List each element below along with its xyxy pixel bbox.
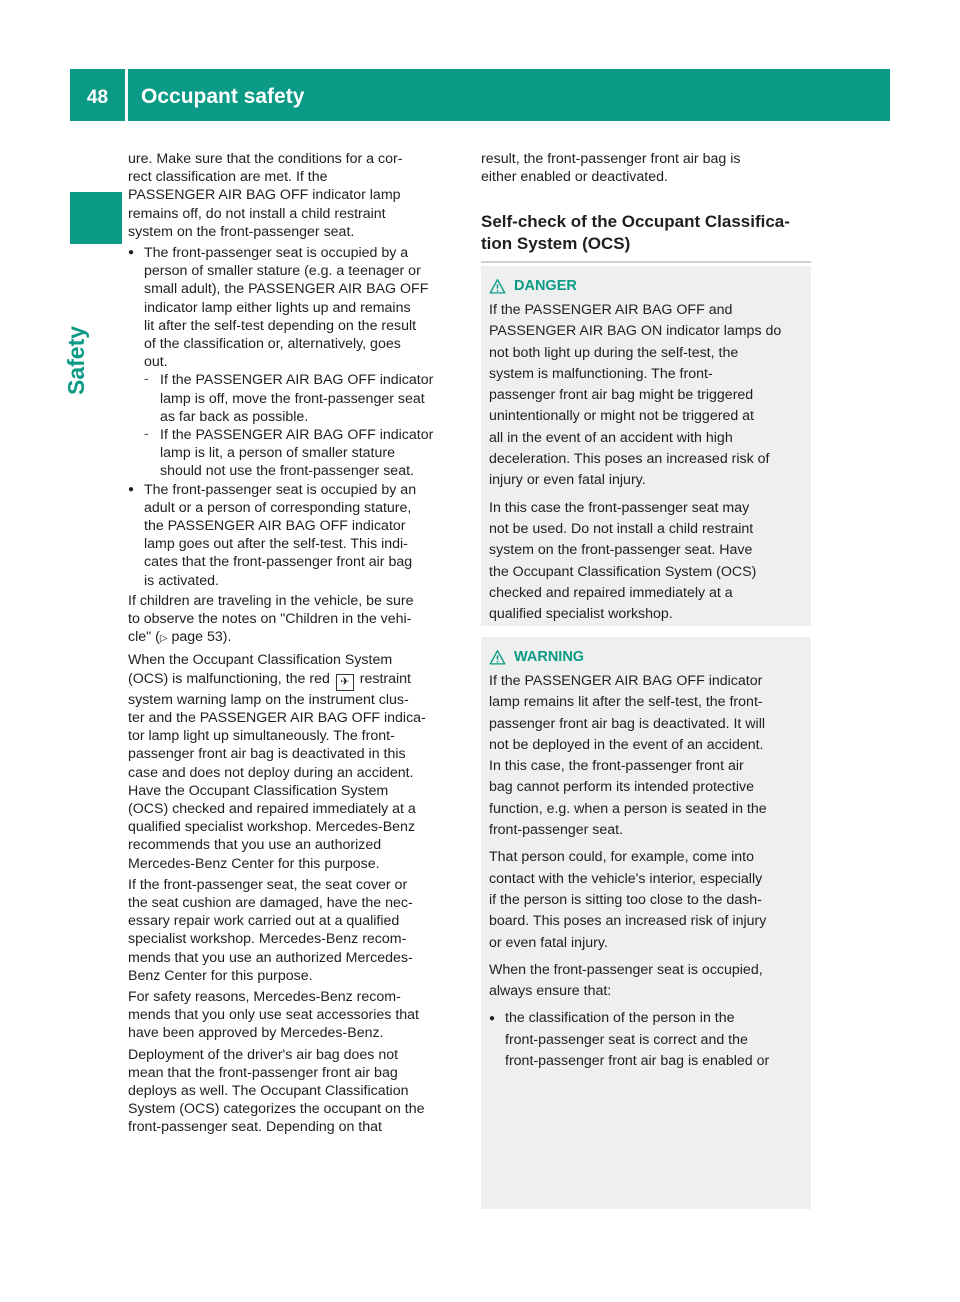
danger-heading <box>489 276 803 296</box>
left-column <box>128 150 460 1140</box>
ocs-text-line: (OCS) is malfunctioning, the red <box>128 670 334 687</box>
bullet-text: The front-passenger seat is occupied by an adult or a person of corresponding stature, the PASSENGER AIR BAG OFF indicator lamp goes out after the self-test. This indi- cates that the front-passenger front air bag is activated. <box>144 481 417 589</box>
bullet-text: The front-passenger seat is occupied by a person of smaller stature (e.g. a teenager or small adult), the PASSENGER AIR BAG OFF indicator lamp either lights up and remains lit after the self-test depending on the result of the classification or, alternatively, goes out. <box>144 245 429 371</box>
right-intro: result, the front-passenger front air bag is either enabled or deactivated. <box>481 151 741 186</box>
bullet-icon: ● <box>128 483 135 495</box>
danger-box <box>481 266 811 626</box>
restraint-warning-icon: ✈ <box>336 674 354 691</box>
dash-text: If the PASSENGER AIR BAG OFF indicator lamp is off, move the front-passenger seat as far back as possible. <box>160 372 434 425</box>
warning-paragraph: When the front-passenger seat is occupied, always ensure that: <box>489 961 763 1000</box>
subsection-heading: Self-check of the Occupant Classifica- tion System (OCS) <box>481 212 790 253</box>
accessories-paragraph: For safety reasons, Mercedes-Benz recom- mends that you only use seat accessories that have been approved by Mercedes-Benz. <box>128 988 420 1042</box>
warning-triangle-icon <box>489 278 506 295</box>
children-paragraph <box>128 592 460 649</box>
ocs-malfunction-paragraph <box>128 651 460 872</box>
warning-label: WARNING <box>514 649 585 665</box>
ocs-text-line: When the Occupant Classification System <box>128 652 393 669</box>
warning-paragraph: That person could, for example, come into contact with the vehicle's interior, especially if the person is sitting too close to the dash- board. This poses an increased risk of injury or even fatal injury. <box>489 849 767 951</box>
warning-paragraph: If the PASSENGER AIR BAG OFF indicator lamp remains lit after the self-test, the front- passenger front air bag is deactivated. It will not be deployed in the event of an accident. In this case, the front-passenger front air bag cannot perform its intended protective function, e.g. when a person is seated in the front-passenger seat. <box>489 673 767 839</box>
children-text: If children are traveling in the vehicle, be sure to observe the notes on "Children in the vehi- <box>128 592 414 628</box>
ocs-text-rest: system warning lamp on the instrument clus- ter and the PASSENGER AIR BAG OFF indica- tor lamp light up simultaneously. The front- passenger front air bag is deactivated in this case and does not deploy during an accident. Have the Occupant Classification System (OCS) checked and repaired immediately at a qualified specialist workshop. Mercedes-Benz recommends that you use an authorized Mercedes-Benz Center for this purpose. <box>128 691 426 872</box>
bullet-text: the classification of the person in the front-passenger seat is correct and the front-passenger front air bag is enabled or <box>505 1010 770 1070</box>
header-divider <box>125 69 128 121</box>
dash-item <box>128 426 460 481</box>
damage-paragraph: If the front-passenger seat, the seat cover or the seat cushion are damaged, have the nec- essary repair work carried out at a qualified specialist workshop. Mercedes-Benz recom- mends that you use an authorized Mercedes- Benz Center for this purpose. <box>128 876 413 984</box>
danger-paragraph: If the PASSENGER AIR BAG OFF and PASSENGER AIR BAG ON indicator lamps do not both light up during the self-test, the system is malfunctioning. The front- passenger front air bag might be triggered unintentionally or might not be triggered at all in the event of an accident with high deceleration. This poses an increased risk of injury or even fatal injury. <box>489 302 782 489</box>
warning-box <box>481 637 811 1209</box>
danger-label: DANGER <box>514 278 577 294</box>
page-ref-link[interactable]: page 53). <box>167 629 232 646</box>
sidebar-label: Safety <box>63 325 89 395</box>
deployment-paragraph: Deployment of the driver's air bag does not mean that the front-passenger front air bag deploys as well. The Occupant Classification System (OCS) categorizes the occupant on the front-passenger seat. Depending on that <box>128 1046 425 1136</box>
sidebar-marker <box>70 192 122 244</box>
bullet-item <box>489 1008 803 1072</box>
bullet-icon: ● <box>128 247 135 259</box>
section-title: Occupant safety <box>141 85 305 108</box>
warning-triangle-icon <box>489 649 506 666</box>
warning-heading <box>489 647 803 667</box>
children-text-tail: cle" ( <box>128 629 160 646</box>
bullet-icon: ● <box>489 1013 496 1025</box>
dash-text: If the PASSENGER AIR BAG OFF indicator lamp is lit, a person of smaller stature should not use the front-passenger seat. <box>160 427 434 480</box>
bullet-item <box>128 244 460 371</box>
dash-icon: - <box>144 371 149 388</box>
heading-rule <box>481 261 811 263</box>
page-ref-arrow-icon: ▷ <box>159 633 168 645</box>
intro-paragraph: ure. Make sure that the conditions for a cor- rect classification are met. If the PASSENGER AIR BAG OFF indicator lamp remains off, do not install a child restraint system on the front-passenger seat. <box>128 151 403 240</box>
dash-icon: - <box>144 426 149 443</box>
ocs-text-line: restraint <box>355 670 412 687</box>
bullet-item <box>128 481 460 590</box>
danger-paragraph: In this case the front-passenger seat may not be used. Do not install a child restraint system on the front-passenger seat. Have the Occupant Classification System (OCS) checked and repaired immediately at a qualified specialist workshop. <box>489 499 757 623</box>
dash-item <box>128 371 460 426</box>
page-number: 48 <box>86 87 109 108</box>
